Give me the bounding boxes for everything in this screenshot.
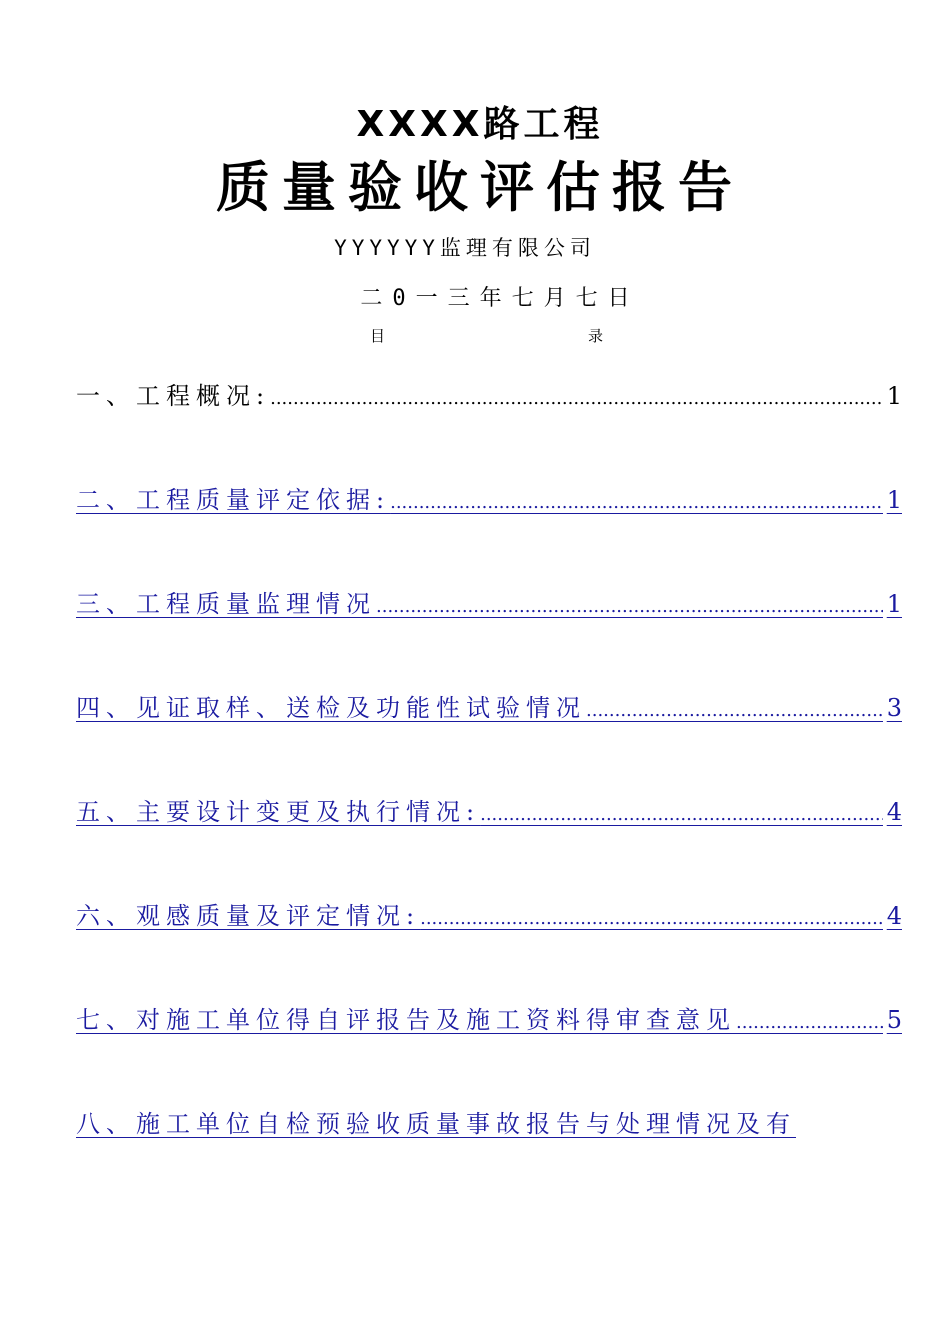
toc-entry-1[interactable] (76, 376, 912, 416)
toc-entry-6[interactable] (76, 896, 912, 936)
toc-entry-title: 五、主要设计变更及执行情况: (76, 798, 481, 826)
toc-entry-page: 1 (886, 382, 902, 410)
toc-leader-dots (586, 691, 883, 731)
toc-entry-page: 5 (886, 1006, 902, 1034)
toc-entry-title: 一、工程概况: (76, 382, 271, 410)
toc-entry-title: 八、施工单位自检预验收质量事故报告与处理情况及有 (76, 1110, 796, 1138)
toc-entry-page: 1 (886, 590, 902, 618)
title-line1: XXXX路工程 (356, 104, 604, 145)
title-line2: 质量验收评估报告 (216, 156, 744, 219)
toc-entry-title: 七、对施工单位得自评报告及施工资料得审查意见 (76, 1006, 736, 1034)
toc-leader-dots (270, 379, 883, 419)
toc-entry-page: 1 (886, 486, 902, 514)
toc-entry-title: 六、观感质量及评定情况: (76, 902, 421, 930)
toc-entry-title: 二、工程质量评定依据: (76, 486, 391, 514)
toc-entry-page: 4 (886, 798, 902, 826)
toc-entry-page: 3 (886, 694, 902, 722)
toc-leader-dots (420, 899, 883, 939)
toc-leader-dots (736, 1003, 883, 1043)
company-name: YYYYYY监理有限公司 (334, 236, 596, 260)
toc-entry-5[interactable] (76, 792, 912, 832)
toc-entry-2[interactable] (76, 480, 912, 520)
toc-heading-left: 目 (370, 327, 386, 345)
toc-heading (370, 324, 610, 348)
toc-entry-title: 三、工程质量监理情况 (76, 590, 376, 618)
toc-entry-7[interactable] (76, 1000, 912, 1040)
report-date: 二0一三年七月七日 (360, 286, 640, 311)
toc-leader-dots (480, 795, 883, 835)
toc-leader-dots (376, 587, 883, 627)
toc-entry-page: 4 (886, 902, 902, 930)
toc-entry-8[interactable] (76, 1104, 912, 1144)
toc-heading-right: 录 (588, 327, 604, 345)
toc-entry-4[interactable] (76, 688, 912, 728)
toc-entry-3[interactable] (76, 584, 912, 624)
toc-entry-title: 四、见证取样、送检及功能性试验情况 (76, 694, 586, 722)
toc-leader-dots (390, 483, 883, 523)
